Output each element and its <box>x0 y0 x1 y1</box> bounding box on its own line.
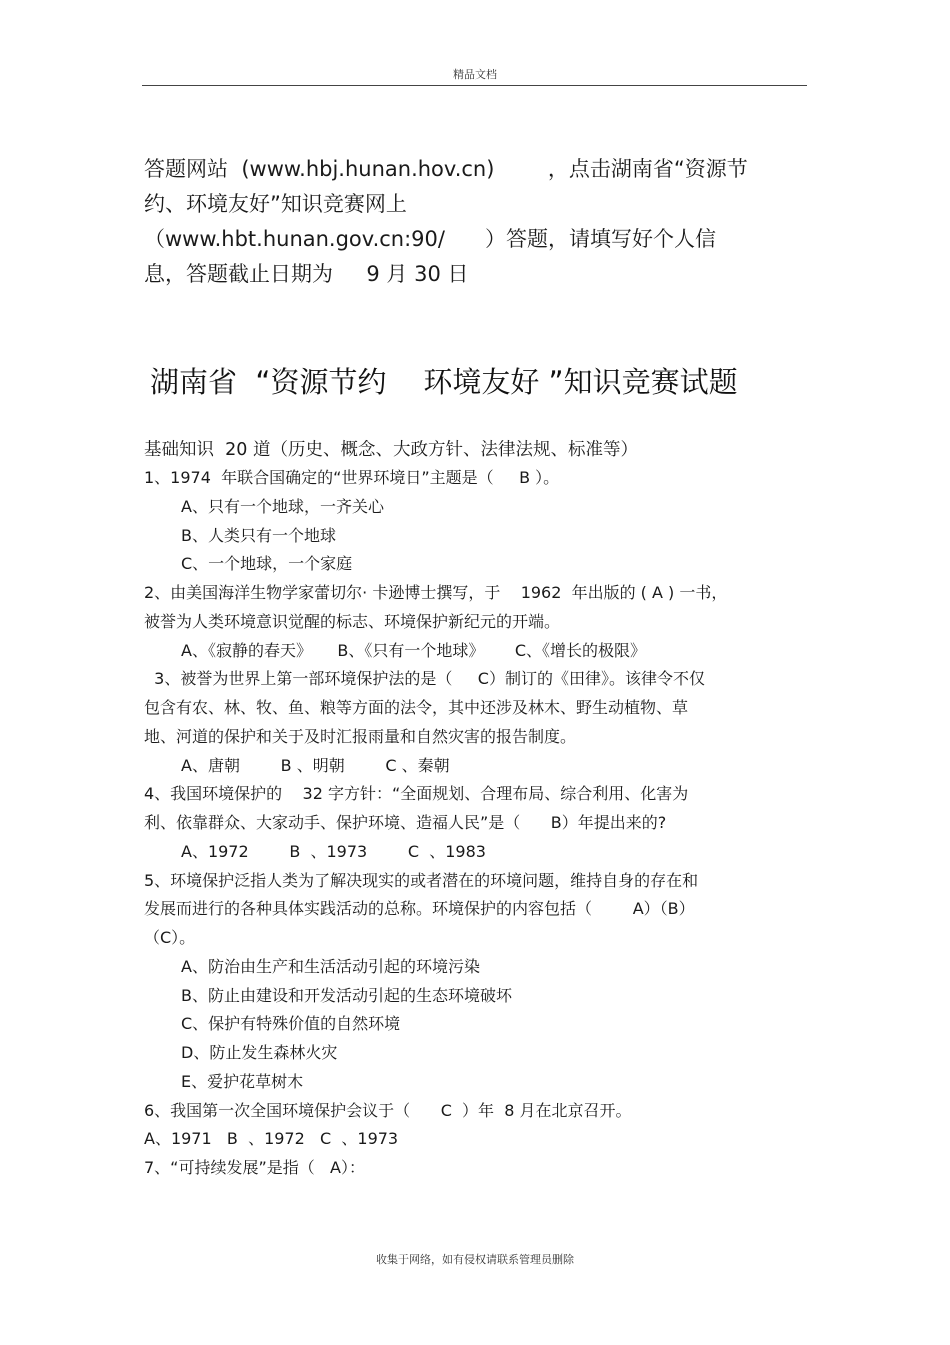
intro-line: 息，答题截止日期为 9 月 30 日 <box>144 262 469 286</box>
question-text-line: 4、我国环境保护的 32 字方针：“全面规划、合理布局、综合利用、化害为 <box>144 784 689 804</box>
answer-option-line: C、保护有特殊价值的自然环境 <box>181 1014 401 1034</box>
question-text-line: 6、我国第一次全国环境保护会议于（ C ）年 8 月在北京召开。 <box>144 1100 632 1120</box>
document-title: 湖南省 “资源节约 环境友好 ”知识竞赛试题 <box>150 365 738 399</box>
intro-line: 约、环境友好”知识竞赛网上 <box>144 192 407 216</box>
answer-option-line: D、防止发生森林火灾 <box>181 1043 338 1062</box>
question-text-line: （C）。 <box>144 928 196 947</box>
question-text-line: A、1971 B 、1972 C 、1973 <box>144 1129 399 1149</box>
question-text-line: 包含有农、林、牧、鱼、粮等方面的法令，其中还涉及林木、野生动植物、草 <box>144 698 689 717</box>
question-text-line: 利、依靠群众、大家动手、保护环境、造福人民”是（ B）年提出来的? <box>144 813 667 832</box>
answer-option-line: A、《寂静的春天》 B、《只有一个地球》 C、《增长的极限》 <box>181 640 647 660</box>
question-list <box>144 436 794 1183</box>
answer-option-line: A、防治由生产和生活活动引起的环境污染 <box>181 956 480 976</box>
header-divider <box>142 85 807 86</box>
question-text-line: 地、河道的保护和关于及时汇报雨量和自然灾害的报告制度。 <box>144 726 577 746</box>
answer-option-line: B、人类只有一个地球 <box>181 525 336 545</box>
answer-option-line: A、只有一个地球，一齐关心 <box>181 496 384 516</box>
question-text-line: 5、环境保护泛指人类为了解决现实的或者潜在的环境问题，维持自身的存在和 <box>144 870 699 890</box>
section-heading: 基础知识 20 道（历史、概念、大政方针、法律法规、标准等） <box>144 440 638 460</box>
question-text-line: 被誉为人类环境意识觉醒的标志、环境保护新纪元的开端。 <box>144 611 561 631</box>
question-text-line: 3、被誉为世界上第一部环境保护法的是（ C）制订的《田律》。该律令不仅 <box>144 669 705 689</box>
answer-option-line: A、1972 B 、1973 C 、1983 <box>181 841 486 861</box>
question-text-line: 7、“可持续发展”是指（ A）： <box>144 1158 365 1177</box>
answer-option-line: A、唐朝 B 、明朝 C 、秦朝 <box>181 755 450 775</box>
intro-line: （www.hbt.hunan.gov.cn:90/ ）答题，请填写好个人信 <box>144 227 717 251</box>
question-lines <box>144 464 794 1183</box>
answer-option-line: E、爱护花草树木 <box>181 1071 304 1091</box>
answer-option-line: B、防止由建设和开发活动引起的生态环境破坏 <box>181 985 512 1005</box>
question-text-line: 发展而进行的各种具体实践活动的总称。环境保护的内容包括（ A）（B） <box>144 899 695 919</box>
page-header-label: 精品文档 <box>453 68 497 81</box>
answer-option-line: C、一个地球，一个家庭 <box>181 554 353 574</box>
intro-line: 答题网站 (www.hbj.hunan.hov.cn) ，点击湖南省“资源节 <box>144 157 748 181</box>
page-footer-label: 收集于网络，如有侵权请联系管理员删除 <box>376 1253 574 1266</box>
question-text-line: 1、1974 年联合国确定的“世界环境日”主题是（ B ）。 <box>144 468 560 487</box>
question-text-line: 2、由美国海洋生物学家蕾切尔· 卡逊博士撰写，于 1962 年出版的 ( A ) 一书， <box>144 583 728 602</box>
intro-paragraph <box>144 152 784 292</box>
